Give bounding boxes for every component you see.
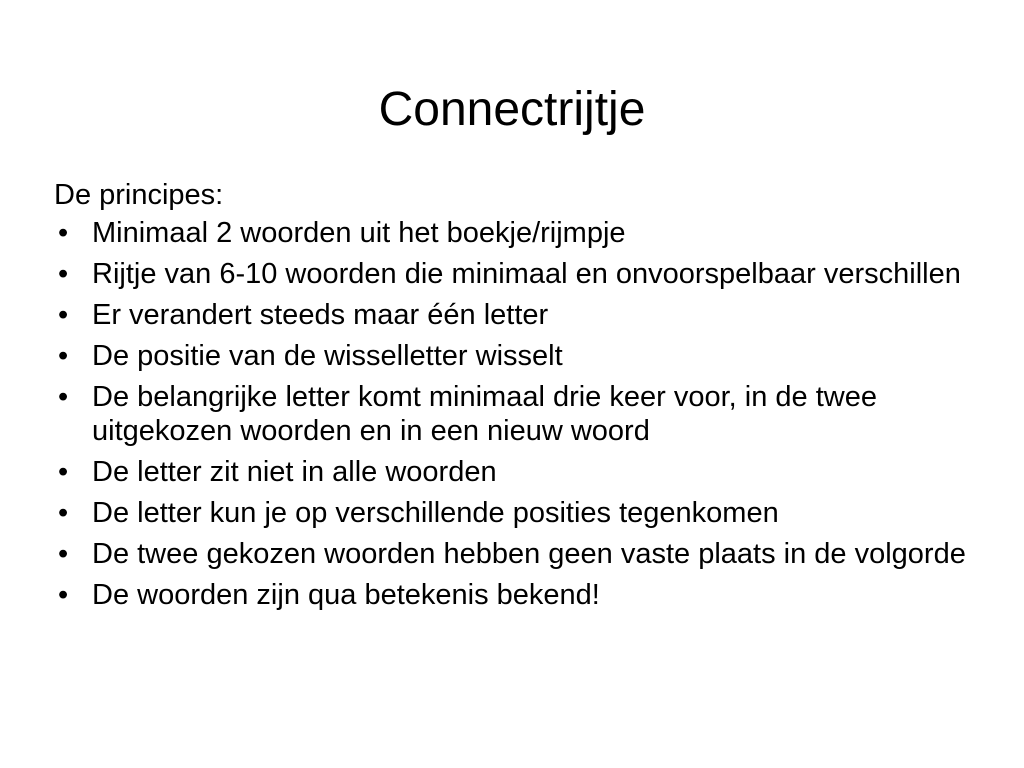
bullet-marker: • xyxy=(58,340,69,372)
bullet-marker: • xyxy=(58,579,69,611)
bullet-text: De belangrijke letter komt minimaal drie keer voor, in de twee uitgekozen woorden en in een nieuw woord xyxy=(92,381,877,447)
bullet-text: Er verandert steeds maar één letter xyxy=(92,299,549,331)
intro-text: De principes: xyxy=(54,179,224,211)
bullet-marker: • xyxy=(58,299,69,331)
bullet-text: De letter kun je op verschillende posities tegenkomen xyxy=(92,497,779,529)
bullet-marker: • xyxy=(58,258,69,290)
bullet-text: De positie van de wisselletter wisselt xyxy=(92,340,563,372)
slide-content xyxy=(54,178,974,619)
bullet-text: De twee gekozen woorden hebben geen vaste plaats in de volgorde xyxy=(92,538,966,570)
bullet-text: Minimaal 2 woorden uit het boekje/rijmpje xyxy=(92,217,626,249)
bullet-text: De woorden zijn qua betekenis bekend! xyxy=(92,579,600,611)
bullet-text: Rijtje van 6-10 woorden die minimaal en onvoorspelbaar verschillen xyxy=(92,258,961,290)
bullet-item xyxy=(54,578,974,612)
bullet-marker: • xyxy=(58,381,69,413)
bullet-list xyxy=(54,216,974,612)
bullet-item xyxy=(54,257,974,291)
bullet-item xyxy=(54,339,974,373)
bullet-marker: • xyxy=(58,497,69,529)
bullet-item xyxy=(54,380,974,448)
bullet-item xyxy=(54,298,974,332)
bullet-marker: • xyxy=(58,456,69,488)
bullet-marker: • xyxy=(58,217,69,249)
bullet-marker: • xyxy=(58,538,69,570)
bullet-item xyxy=(54,537,974,571)
slide-title: Connectrijtje xyxy=(378,83,646,136)
bullet-text: De letter zit niet in alle woorden xyxy=(92,456,497,488)
bullet-item xyxy=(54,496,974,530)
bullet-item xyxy=(54,216,974,250)
bullet-item xyxy=(54,455,974,489)
